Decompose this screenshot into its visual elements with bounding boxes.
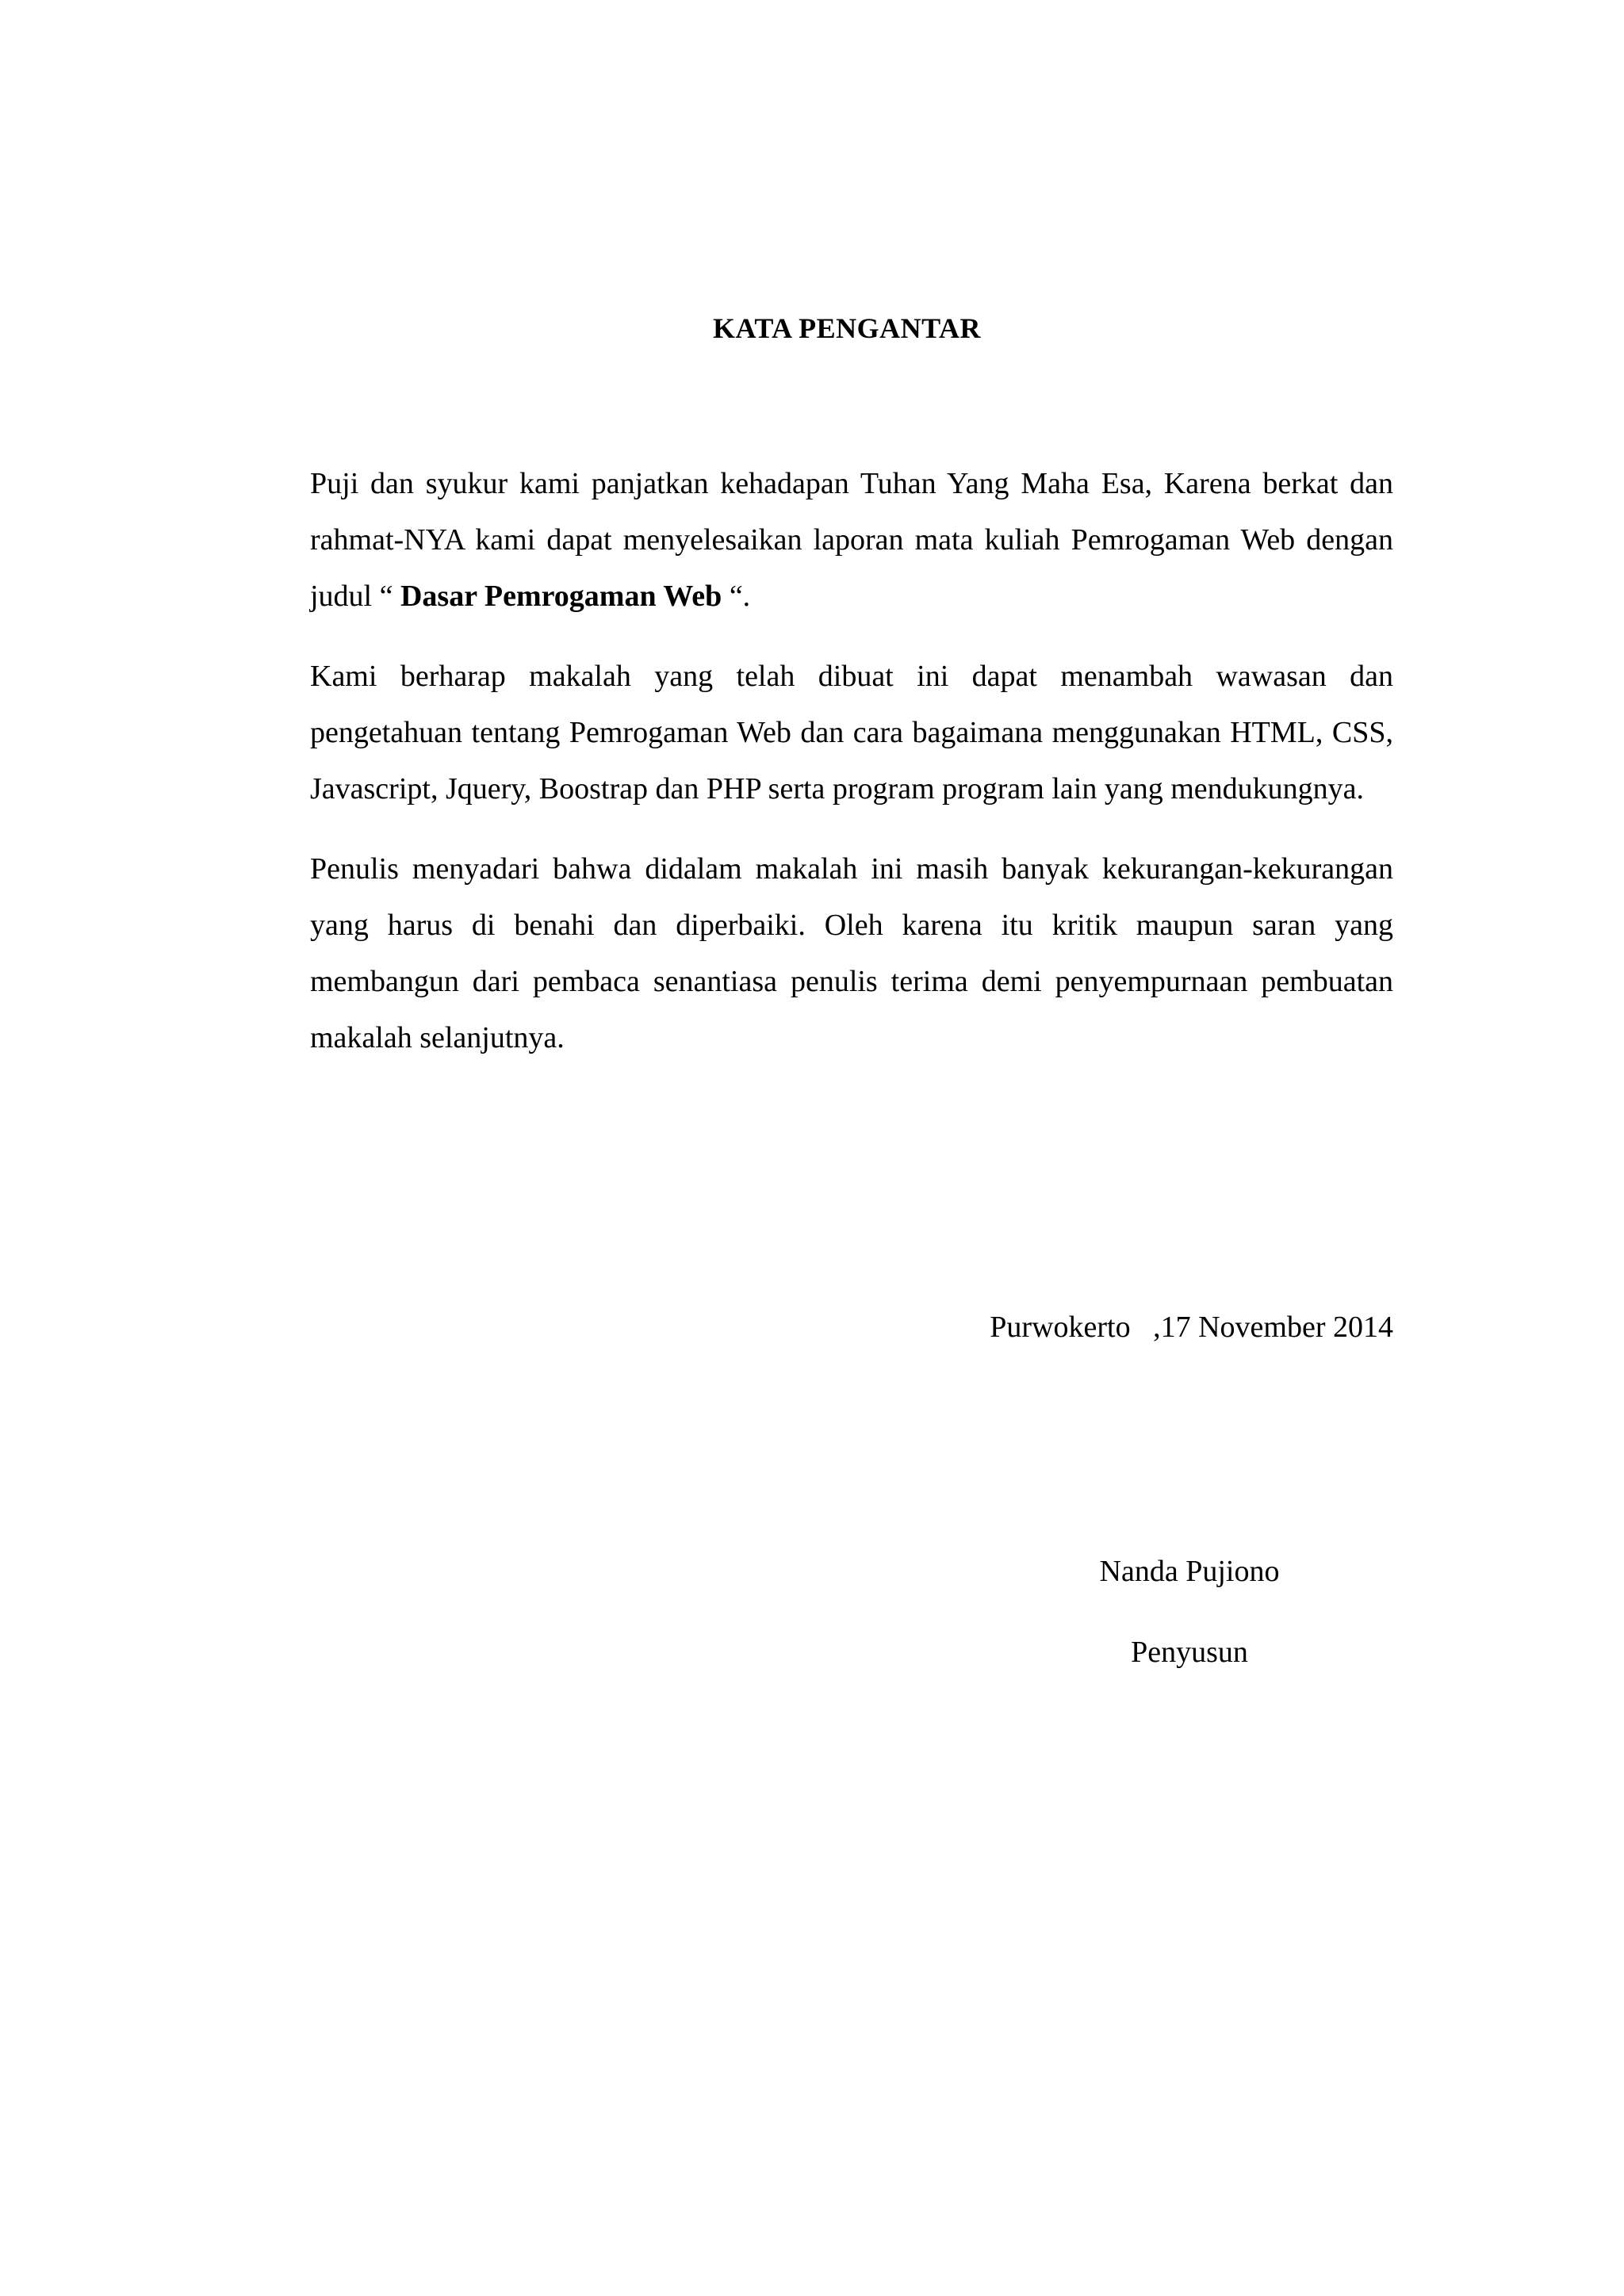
paragraph-hope: Kami berharap makalah yang telah dibuat ini dapat menambah wawasan dan pengetahuan tentang Pemrogaman Web dan cara bagaimana menggunakan HTML, CSS, Javascript, Jquery, Boostrap dan PHP serta program program lain yang mendukungnya. bbox=[310, 660, 1393, 806]
body-text bbox=[310, 456, 1393, 1090]
paragraph-closing: Penulis menyadari bahwa didalam makalah ini masih banyak kekurangan-kekurangan yang harus di benahi dan diperbaiki. Oleh karena itu kritik maupun saran yang membangun dari pembaca senantiasa penulis terima demi penyempurnaan pembuatan makalah selanjutnya. bbox=[310, 852, 1393, 1054]
page-title: KATA PENGANTAR bbox=[712, 312, 981, 344]
signature-block bbox=[1031, 1546, 1348, 1708]
report-title-emphasis: Dasar Pemrogaman Web bbox=[400, 580, 722, 613]
date-line: Purwokerto ,17 November 2014 bbox=[990, 1311, 1393, 1344]
paragraph-opening-end: “. bbox=[722, 580, 751, 613]
paragraph-opening-text: Puji dan syukur kami panjatkan kehadapan Tuhan Yang Maha Esa, Karena berkat dan rahmat-NYA kami dapat menyelesaikan laporan mata kuliah Pemrogaman Web dengan judul “ bbox=[310, 467, 1393, 613]
paragraph-opening bbox=[310, 456, 1393, 625]
author-role: Penyusun bbox=[1131, 1636, 1248, 1669]
author-name: Nanda Pujiono bbox=[1099, 1555, 1280, 1588]
